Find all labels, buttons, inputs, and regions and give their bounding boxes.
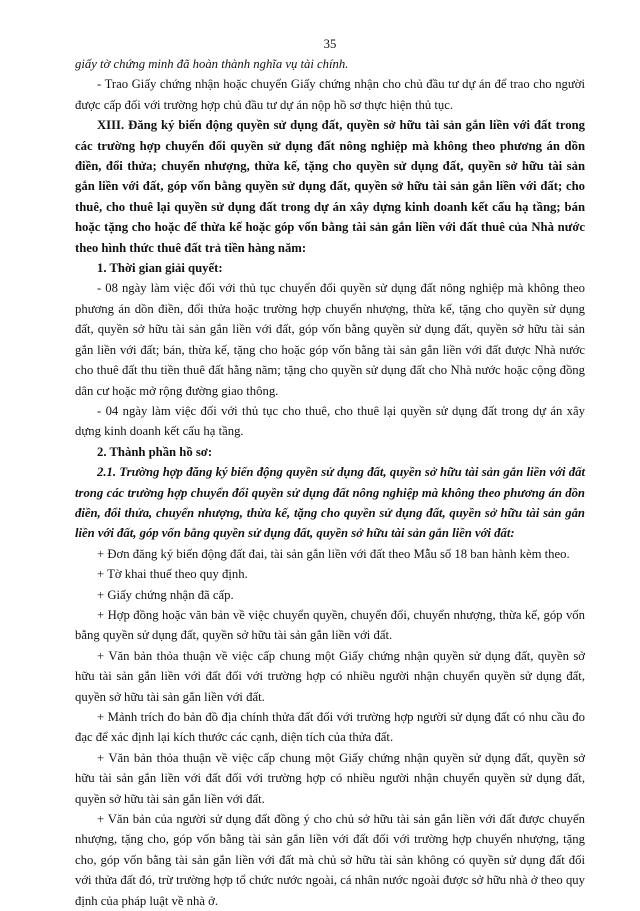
document-page (75, 0, 585, 911)
list-item: + Hợp đồng hoặc văn bản về việc chuyển quyền, chuyển đổi, chuyển nhượng, thừa kế, góp vốn bằng quyền sử dụng đất, quyền sở hữu tài sản gắn liền với đất. (75, 607, 585, 643)
list-item: + Giấy chứng nhận đã cấp. (97, 587, 234, 602)
subheading-dossier-components: 2. Thành phần hồ sơ: (97, 444, 213, 459)
paragraph-certificate-delivery: - Trao Giấy chứng nhận hoặc chuyển Giấy chứng nhận cho chủ đầu tư dự án để trao cho người được cấp đối với trường hợp chủ đầu tư dự án nộp hồ sơ thực hiện thủ tục. (75, 77, 585, 112)
subheading-processing-time: 1. Thời gian giải quyết: (97, 261, 223, 276)
list-item: + Mảnh trích đo bản đồ địa chính thửa đất đối với trường hợp người sử dụng đất có nhu cầu đo đạc để xác định lại kích thước các cạnh, diện tích của thửa đất. (75, 710, 585, 745)
page-number: 35 (323, 37, 337, 51)
subheading-2-1: 2.1. Trường hợp đăng ký biến động quyền sử dụng đất, quyền sở hữu tài sản gắn liền với đất trong các trường hợp chuyển đổi quyền sử dụng đất nông nghiệp mà không theo phương án dồn điền, đổi thửa, chuyển nhượng, thừa kế, tặng cho quyền sử dụng đất, quyền sở hữu tài sản gắn liền với đất, góp vốn bằng quyền sử dụng đất, quyền sở hữu tài sản gắn liền với đất: (75, 465, 585, 541)
list-item: + Văn bản thỏa thuận về việc cấp chung một Giấy chứng nhận quyền sử dụng đất, quyền sở hữu tài sản gắn liền với đất đối với trường hợp có nhiều người nhận chuyển quyền sử dụng đất, quyền sở hữu tài sản gắn liền với đất. (75, 648, 585, 704)
list-item: + Đơn đăng ký biến động đất đai, tài sản gắn liền với đất theo Mẫu số 18 ban hành kèm theo. (97, 546, 570, 561)
list-item: + Tờ khai thuế theo quy định. (97, 567, 248, 582)
paragraph-08-days: - 08 ngày làm việc đối với thủ tục chuyển đổi quyền sử dụng đất nông nghiệp mà không theo phương án dồn điền, đổi thửa hoặc trường hợp chuyển nhượng, thừa kế, tặng cho quyền sử dụng đất, quyền sở hữu tài sản gắn liền với đất, góp vốn bằng quyền sử dụng đất, quyền sở hữu tài sản gắn liền với đất; bán, thừa kế, tặng cho hoặc góp vốn bằng tài sản gắn liền với đất được Nhà nước cho thuê đất thu tiền thuê đất hằng năm; tặng cho quyền sử dụng đất cho Nhà nước hoặc cộng đồng dân cư hoặc mở rộng đường giao thông. (75, 281, 585, 398)
list-item: + Văn bản của người sử dụng đất đồng ý cho chủ sở hữu tài sản gắn liền với đất được chuyển nhượng, tặng cho, góp vốn bằng tài sản gắn liền với đất đối với trường hợp chuyển nhượng, tặng cho, góp vốn bằng tài sản gắn liền với đất mà chủ sở hữu tài sản không có quyền sử dụng đất đối với thửa đất đó, trừ trường hợp tổ chức nước ngoài, cá nhân nước ngoài được sở hữu nhà ở theo quy định của pháp luật về nhà ở. (75, 812, 585, 908)
paragraph-04-days: - 04 ngày làm việc đối với thủ tục cho thuê, cho thuê lại quyền sử dụng đất trong dự án xây dựng kinh doanh kết cấu hạ tầng. (75, 403, 585, 439)
list-item: + Văn bản thỏa thuận về việc cấp chung một Giấy chứng nhận quyền sử dụng đất, quyền sở hữu tài sản gắn liền với đất đối với trường hợp có nhiều người nhận chuyển quyền sử dụng đất, quyền sở hữu tài sản gắn liền với đất. (75, 750, 585, 806)
section-heading-xiii: XIII. Đăng ký biến động quyền sử dụng đất, quyền sở hữu tài sản gắn liền với đất trong các trường hợp chuyển đổi quyền sử dụng đất nông nghiệp mà không theo phương án dồn điền, đổi thửa; chuyển nhượng, thừa kế, tặng cho quyền sử dụng đất, quyền sở hữu tài sản gắn liền với đất, góp vốn bằng quyền sử dụng đất, quyền sở hữu tài sản gắn liền với đất; cho thuê, cho thuê lại quyền sử dụng đất trong dự án xây dựng kinh doanh kết cấu hạ tầng; bán hoặc tặng cho hoặc để thừa kế hoặc góp vốn bằng tài sản gắn liền với đất thuê của Nhà nước theo hình thức thuê đất trả tiền hàng năm: (75, 118, 585, 255)
paragraph-continuation: giấy tờ chứng minh đã hoàn thành nghĩa vụ tài chính. (75, 57, 349, 71)
